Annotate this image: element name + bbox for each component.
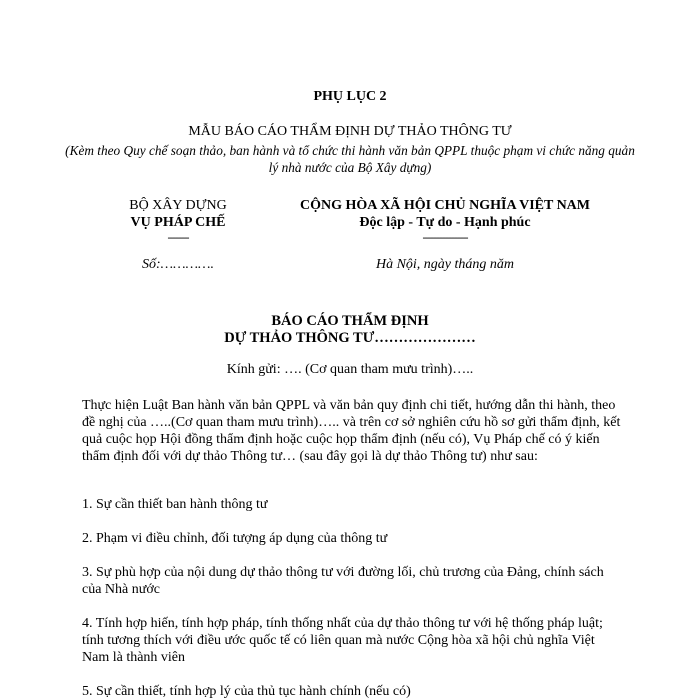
department-name: VỤ PHÁP CHẾ [130,215,226,230]
intro-paragraph: Thực hiện Luật Ban hành văn bản QPPL và văn bản quy định chi tiết, hướng dẫn thi hành, theo đề nghị của …..(Cơ quan tham mưu trình)….. và trên cơ sở nghiên cứu hồ sơ gửi thẩm định, kết quả cuộc họp Hội đồng thẩm định hoặc cuộc họp thẩm định (nếu có), Vụ Pháp chế có ý kiến thẩm định đối với dự thảo Thông tư… (sau đây gọi là dự thảo Thông tư) như sau: [82,398,621,464]
national-motto: Độc lập - Tự do - Hạnh phúc [359,215,531,230]
report-heading-line2: DỰ THẢO THÔNG TƯ………………… [224,330,476,346]
national-header-block [275,197,615,243]
document-number: Số:…………. [142,257,214,272]
section-item-1: 1. Sự cần thiết ban hành thông tư [82,497,268,512]
form-title: MẪU BÁO CÁO THẨM ĐỊNH DỰ THẢO THÔNG TƯ [188,124,512,139]
agency-separator: ------- [167,230,189,244]
appendix-title: PHỤ LỤC 2 [313,89,387,104]
section-item-4: 4. Tính hợp hiến, tính hợp pháp, tính thống nhất của dự thảo thông tư với hệ thống pháp luật; tính tương thích với điều ước quốc tế có liên quan mà nước Cộng hòa xã hội chủ nghĩa Việt Nam là thành viên [82,616,603,665]
nation-name: CỘNG HÒA XÃ HỘI CHỦ NGHĨA VIỆT NAM [299,198,590,213]
issuing-agency-block [108,197,248,243]
report-heading [0,313,700,347]
place-date: Hà Nội, ngày tháng năm [375,257,515,272]
motto-separator: --------------- [422,230,468,244]
section-item-2: 2. Phạm vi điều chỉnh, đối tượng áp dụng của thông tư [82,531,388,546]
form-subtitle: (Kèm theo Quy chế soạn thảo, ban hành và tổ chức thi hành văn bản QPPL thuộc phạm vi chức năng quản lý nhà nước của Bộ Xây dựng) [65,143,635,175]
section-item-3: 3. Sự phù hợp của nội dung dự thảo thông tư với đường lối, chủ trương của Đảng, chính sách của Nhà nước [82,565,604,597]
section-item-5: 5. Sự cần thiết, tính hợp lý của thủ tục hành chính (nếu có) [82,684,411,699]
ministry-name: BỘ XÂY DỰNG [129,198,227,213]
report-heading-line1: BÁO CÁO THẨM ĐỊNH [271,313,429,329]
addressee-line: Kính gửi: …. (Cơ quan tham mưu trình)….. [226,362,474,377]
